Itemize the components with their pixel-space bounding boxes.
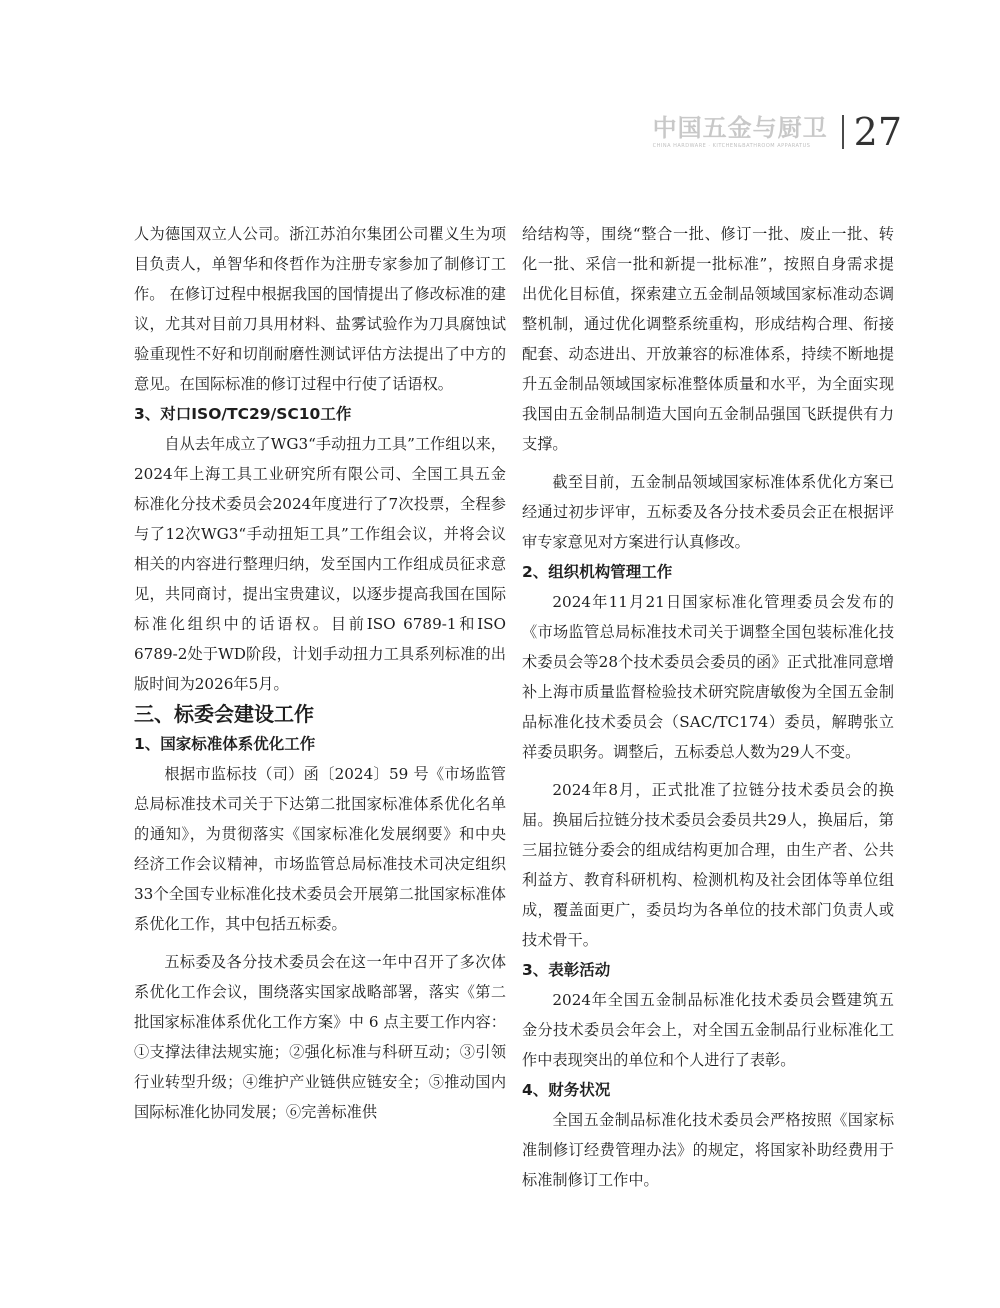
heading-finance: 4、财务状况 [522, 1081, 611, 1099]
paragraph-intro: 人为德国双立人公司。浙江苏泊尔集团公司瞿义生为项目负责人，单智华和佟哲作为注册专家参加了制修订工作。 在修订过程中根据我国的国情提出了修改标准的建议，尤其对目前刀具用材料、盐雾试验作为刀具腐蚀试验重现性不好和切削耐磨性测试评估方法提出了中方的意见。在国际标准的修订过程中行使了话语权。 [134, 225, 506, 393]
right-column [522, 219, 894, 1195]
page-header [653, 112, 902, 152]
heading-organization: 2、组织机构管理工作 [522, 563, 673, 581]
section-heading: 三、标委会建设工作 [134, 702, 314, 726]
paragraph-iso: 自从去年成立了WG3“手动扭力工具”工作组以来，2024年上海工具工业研究所有限公司、全国工具五金标准化分技术委员会2024年度进行了7次投票，全程参与了12次WG3“手动扭矩工具”工作组会议，并将会议相关的内容进行整理归纳，发至国内工作组成员征求意见，共同商讨，提出宝贵建议，以逐步提高我国在国际标准化组织中的话语权。目前ISO 6789-1和ISO 6789-2处于WD阶段，计划手动扭力工具系列标准的出版时间为2026年5月。 [134, 435, 506, 693]
logo-title: 中国五金与厨卫 [652, 114, 828, 142]
page-number: 27 [853, 110, 902, 154]
logo-subtitle: CHINA HARDWARE · KITCHEN&BATHROOM APPARATUS [652, 143, 811, 149]
heading-awards: 3、表彰活动 [522, 961, 611, 979]
paragraph-organization-1: 2024年11月21日国家标准化管理委员会发布的《市场监管总局标准技术司关于调整全国包装标准化技术委员会等28个技术委员会委员的函》正式批准同意增补上海市质量监督检验技术研究院唐敏俊为全国五金制品标准化技术委员会（SAC/TC174）委员，解聘张立祥委员职务。调整后，五标委总人数为29人不变。 [522, 593, 894, 761]
paragraph-finance: 全国五金制品标准化技术委员会严格按照《国家标准制修订经费管理办法》的规定，将国家补助经费用于标准制修订工作中。 [522, 1111, 894, 1189]
left-column [134, 219, 506, 1127]
magazine-logo [653, 115, 828, 149]
paragraph-continued: 给结构等，围绕“整合一批、修订一批、废止一批、转化一批、采信一批和新提一批标准”，按照自身需求提出优化目标值，探索建立五金制品领域国家标准动态调整机制，通过优化调整系统重构，形成结构合理、衔接配套、动态进出、开放兼容的标准体系，持续不断地提升五金制品领域国家标准整体质量和水平，为全面实现我国由五金制品制造大国向五金制品强国飞跃提供有力支撑。 [522, 225, 894, 453]
heading-iso-work: 3、对口ISO/TC29/SC10工作 [134, 405, 352, 423]
paragraph-organization-2: 2024年8月，正式批准了拉链分技术委员会的换届。换届后拉链分技术委员会委员共29人，换届后，第三届拉链分委会的组成结构更加合理，由生产者、公共利益方、教育科研机构、检测机构及社会团体等单位组成，覆盖面更广，委员均为各单位的技术部门负责人或技术骨干。 [522, 781, 894, 949]
paragraph-awards: 2024年全国五金制品标准化技术委员会暨建筑五金分技术委员会年会上，对全国五金制品行业标准化工作中表现突出的单位和个人进行了表彰。 [522, 991, 894, 1069]
header-divider [842, 115, 844, 149]
heading-standard-system: 1、国家标准体系优化工作 [134, 735, 316, 753]
paragraph-standard-system-2: 五标委及各分技术委员会在这一年中召开了多次体系优化工作会议，围绕落实国家战略部署，落实《第二批国家标准体系优化工作方案》中 6 点主要工作内容：①支撑法律法规实施；②强化标准与科研互动；③引领行业转型升级；④维护产业链供应链安全；⑤推动国内国际标准化协同发展；⑥完善标准供 [134, 953, 506, 1121]
paragraph-status: 截至目前，五金制品领域国家标准体系优化方案已经通过初步评审，五标委及各分技术委员会正在根据评审专家意见对方案进行认真修改。 [522, 473, 894, 551]
paragraph-standard-system-1: 根据市监标技（司）函〔2024〕59 号《市场监管总局标准技术司关于下达第二批国家标准体系优化名单的通知》，为贯彻落实《国家标准化发展纲要》和中央经济工作会议精神，市场监管总局标准技术司决定组织33个全国专业标准化技术委员会开展第二批国家标准体系优化工作，其中包括五标委。 [134, 765, 506, 933]
